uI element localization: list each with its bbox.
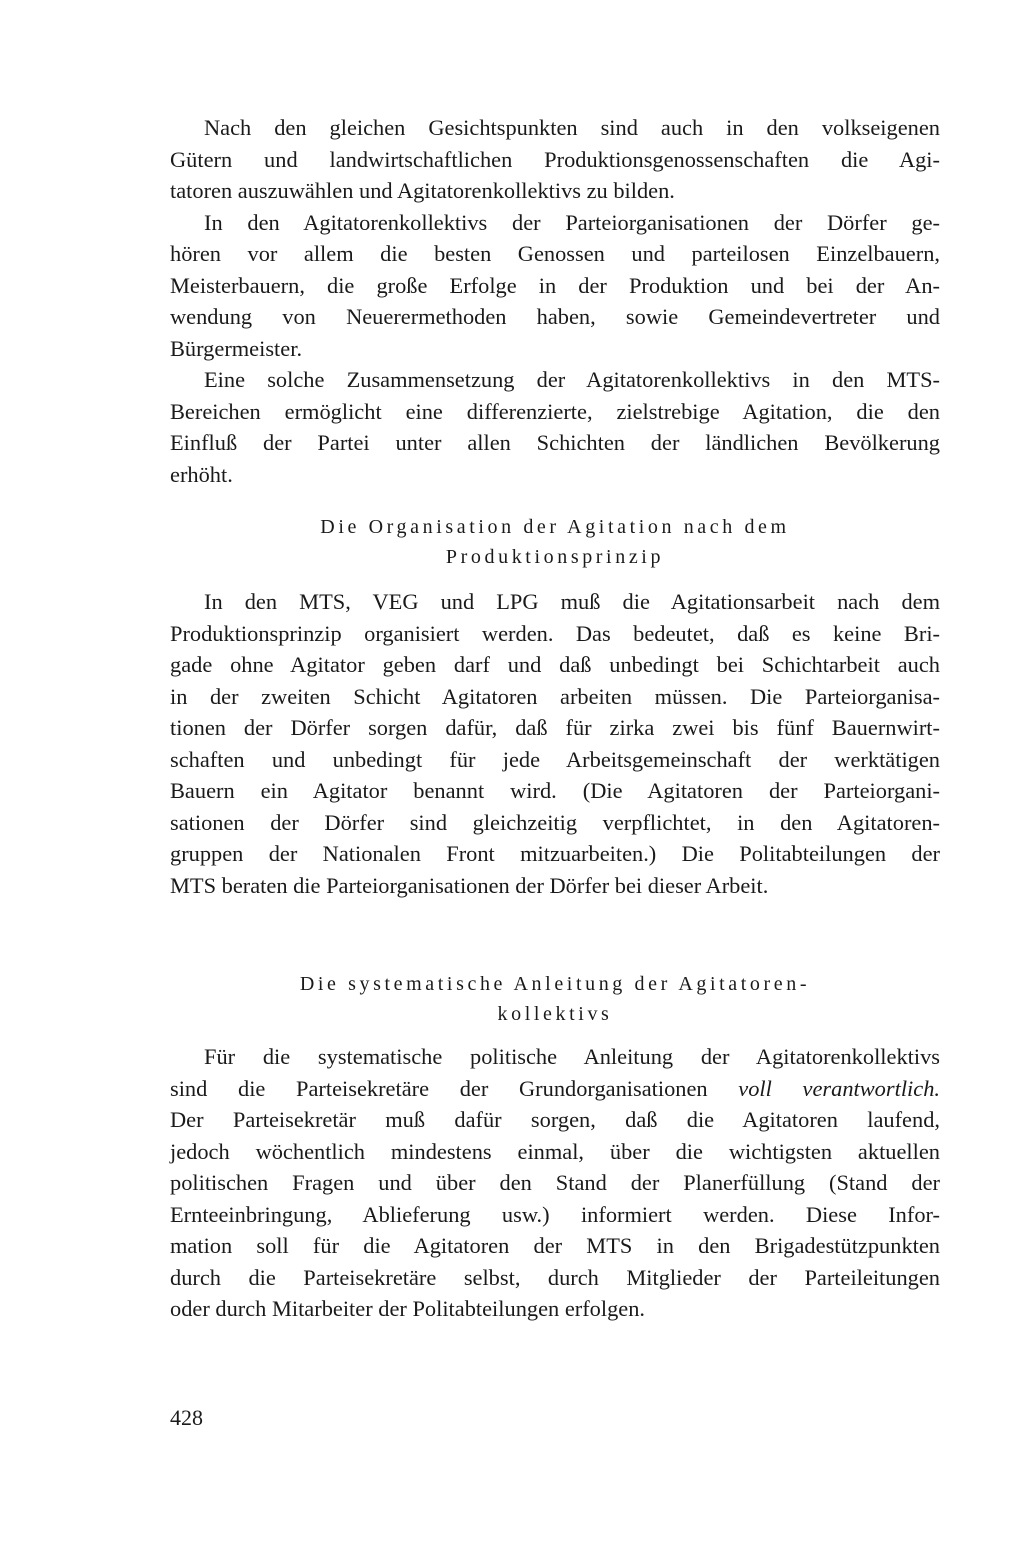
heading-line: Die systematische Anleitung der Agitatoren- [299,973,811,995]
text-line: In den Agitatorenkollektivs der Parteiorganisationen der Dörfer ge- [204,209,940,235]
text-line: Einfluß der Partei unter allen Schichten der ländlichen Bevölkerung [170,430,940,455]
text-line: Ernteeinbringung, Ablieferung usw.) informiert werden. Diese Infor- [170,1201,940,1227]
section-heading [170,969,940,1029]
text-line: Produktionsprinzip organisiert werden. Das bedeutet, daß es keine Bri- [170,620,940,646]
text-line: Nach den gleichen Gesichtspunkten sind auch in den volkseigenen [204,115,940,140]
heading-line: kollektivs [497,1003,613,1025]
text-line: Der Parteisekretär muß dafür sorgen, daß die Agitatoren laufend, [170,1107,940,1132]
emphasis-text: voll verantwortlich. [738,1075,940,1101]
text-line: tionen der Dörfer sorgen dafür, daß für zirka zwei bis fünf Bauernwirt- [170,715,940,740]
page-number: 428 [170,1405,203,1430]
text-line: durch die Parteisekretäre selbst, durch Mitglieder der Parteileitungen [170,1264,940,1290]
text-line: politischen Fragen und über den Stand der Planerfüllung (Stand der [170,1170,940,1195]
paragraph [170,1041,940,1325]
paragraph [170,207,940,365]
text-line: Gütern und landwirtschaftlichen Produktionsgenossenschaften die Agi- [170,146,940,172]
text-line: MTS beraten die Parteiorganisationen der Dörfer bei dieser Arbeit. [170,872,769,898]
paragraph [170,112,940,207]
heading-line: Produktionsprinzip [445,546,665,568]
text-line: gruppen der Nationalen Front mitzuarbeiten.) Die Politabteilungen der [170,841,940,866]
section-heading [170,512,940,572]
text-line [170,1073,940,1105]
text-line: In den MTS, VEG und LPG muß die Agitationsarbeit nach dem [204,589,940,614]
paragraph [170,364,940,490]
text-line: Eine solche Zusammensetzung der Agitatorenkollektivs in den MTS- [204,367,940,392]
text-span: sind die Parteisekretäre der Grundorganisationen [170,1075,739,1101]
text-line: erhöht. [170,461,233,487]
text-line: in der zweiten Schicht Agitatoren arbeiten müssen. Die Parteiorganisa- [170,683,940,709]
text-line: Bereichen ermöglicht eine differenzierte, zielstrebige Agitation, die den [170,398,940,424]
document-page [170,112,940,1325]
text-line: jedoch wöchentlich mindestens einmal, über die wichtigsten aktuellen [170,1138,940,1164]
text-line: tatoren auszuwählen und Agitatorenkollektivs zu bilden. [170,178,675,203]
text-line: mation soll für die Agitatoren der MTS in den Brigadestützpunkten [170,1233,940,1258]
text-line: hören vor allem die besten Genossen und parteilosen Einzelbauern, [170,241,940,266]
text-line: Für die systematische politische Anleitung der Agitatorenkollektivs [204,1044,940,1069]
text-line: wendung von Neuerermethoden haben, sowie Gemeindevertreter und [170,304,940,329]
text-line: Bürgermeister. [170,335,303,361]
text-line: gade ohne Agitator geben darf und daß unbedingt bei Schichtarbeit auch [170,652,940,677]
text-line: oder durch Mitarbeiter der Politabteilungen erfolgen. [170,1296,646,1321]
heading-line: Die Organisation der Agitation nach dem [320,516,790,538]
text-line: Meisterbauern, die große Erfolge in der Produktion und bei der An- [170,272,940,298]
text-line: Bauern ein Agitator benannt wird. (Die Agitatoren der Parteiorgani- [170,778,940,803]
text-line: sationen der Dörfer sind gleichzeitig verpflichtet, in den Agitatoren- [170,809,940,835]
paragraph [170,586,940,901]
text-line: schaften und unbedingt für jede Arbeitsgemeinschaft der werktätigen [170,746,940,772]
